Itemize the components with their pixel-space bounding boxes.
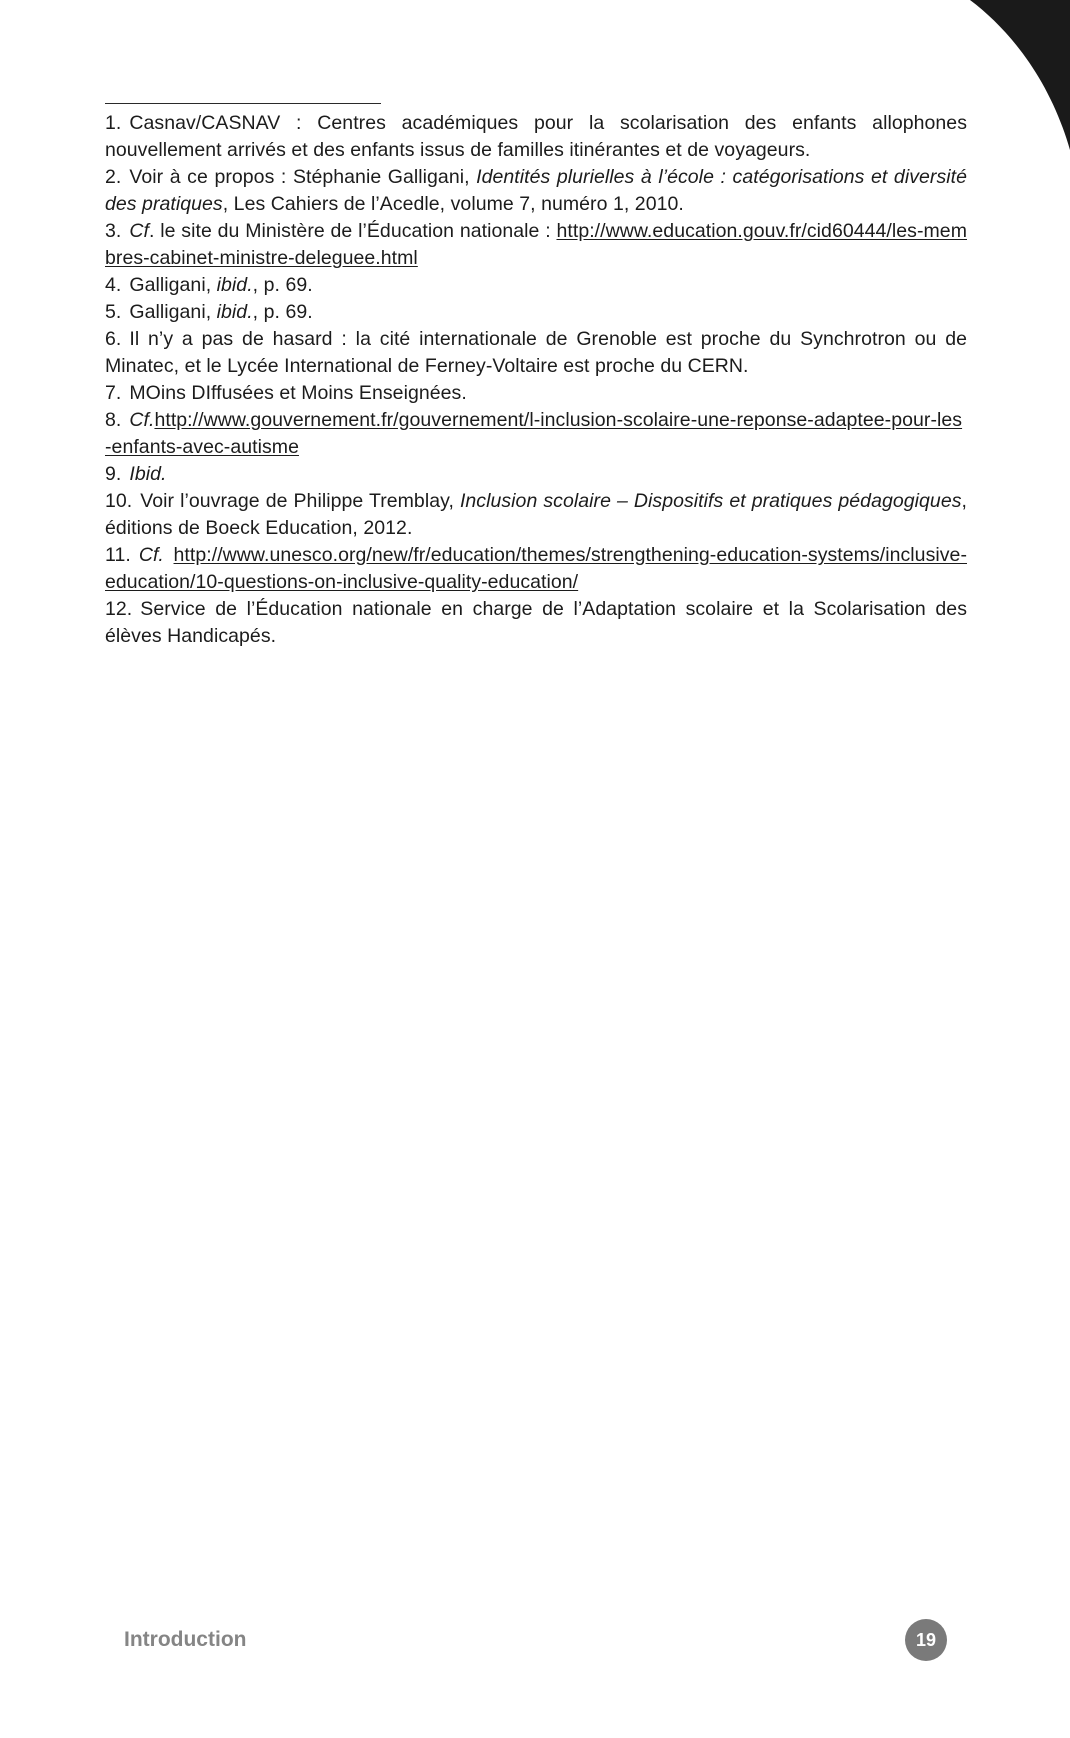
page-number-badge: 19 xyxy=(905,1619,947,1661)
footnote-number: 6. xyxy=(105,328,122,350)
footnote-9 xyxy=(105,461,967,488)
footnote-italic-title: Identités plurielles à l’école : catégorisations et diversité des pratiques xyxy=(105,166,967,215)
footnote-link[interactable]: http://www.gouvernement.fr/gouvernement/l-inclusion-scolaire-une-reponse-adaptee-pour-les-enfants-avec-autisme xyxy=(105,409,963,458)
footnote-number: 1. xyxy=(105,112,122,134)
footnote-italic: ibid. xyxy=(216,274,253,296)
footnote-text: Casnav/CASNAV : Centres académiques pour la scolarisation des enfants allophones nouvellement arrivés et des enfants issus de familles itinérantes et de voyageurs. xyxy=(105,112,967,161)
footnote-text: Galligani, xyxy=(129,301,217,323)
footnote-number: 12. xyxy=(105,598,133,620)
footnote-link[interactable]: http://www.education.gouv.fr/cid60444/les-membres-cabinet-ministre-deleguee.html xyxy=(105,220,967,269)
footnote-number: 11. xyxy=(105,544,131,566)
corner-decoration xyxy=(970,0,1070,150)
footnote-text: . le site du Ministère de l’Éducation nationale : xyxy=(148,220,557,242)
footnote-text: Il n’y a pas de hasard : la cité internationale de Grenoble est proche du Synchrotron ou de Minatec, et le Lycée International de Ferney-Voltaire est proche du CERN. xyxy=(105,328,967,377)
footnote-link[interactable]: http://www.unesco.org/new/fr/education/themes/strengthening-education-systems/inclusive-education/10-questions-on-inclusive-quality-education/ xyxy=(105,544,967,593)
footnote-text: Service de l’Éducation nationale en charge de l’Adaptation scolaire et la Scolarisation des élèves Handicapés. xyxy=(105,598,967,647)
footnote-text: Voir à ce propos : Stéphanie Galligani, xyxy=(129,166,477,188)
footnote-8 xyxy=(105,407,967,461)
footnote-6 xyxy=(105,326,967,380)
footnote-italic-title: Inclusion scolaire – Dispositifs et pratiques pédagogiques xyxy=(459,490,962,512)
footnote-number: 10. xyxy=(105,490,133,512)
footnote-number: 8. xyxy=(105,409,122,431)
footnote-11 xyxy=(105,542,967,596)
footnote-text: , p. 69. xyxy=(252,274,313,296)
footer-section-title: Introduction xyxy=(124,1628,247,1651)
footnote-4 xyxy=(105,272,967,299)
footnote-text: , p. 69. xyxy=(252,301,313,323)
footnote-number: 7. xyxy=(105,382,122,404)
footnotes-list xyxy=(105,110,967,650)
footnote-number: 5. xyxy=(105,301,122,323)
footnote-text: MOins DIffusées et Moins Enseignées. xyxy=(129,382,467,404)
footnote-text: , éditions de Boeck Education, 2012. xyxy=(105,490,967,539)
footnote-number: 2. xyxy=(105,166,122,188)
footnote-separator xyxy=(105,103,381,104)
footnote-3 xyxy=(105,218,967,272)
footnote-10 xyxy=(105,488,967,542)
footnote-5 xyxy=(105,299,967,326)
footnote-italic: Cf xyxy=(129,220,149,242)
footnote-number: 3. xyxy=(105,220,122,242)
footnote-text: , Les Cahiers de l’Acedle, volume 7, numéro 1, 2010. xyxy=(222,193,684,215)
footnote-number: 4. xyxy=(105,274,122,296)
footnote-italic: Ibid. xyxy=(129,463,167,485)
footnote-1 xyxy=(105,110,967,164)
footnote-italic: Cf. xyxy=(138,544,164,566)
footnote-text: Galligani, xyxy=(129,274,217,296)
footnote-text: Voir l’ouvrage de Philippe Tremblay, xyxy=(140,490,460,512)
footnote-italic: Cf. xyxy=(129,409,155,431)
footnote-italic: ibid. xyxy=(216,301,253,323)
footnote-2 xyxy=(105,164,967,218)
footnote-7 xyxy=(105,380,967,407)
footnote-12 xyxy=(105,596,967,650)
footnote-number: 9. xyxy=(105,463,122,485)
